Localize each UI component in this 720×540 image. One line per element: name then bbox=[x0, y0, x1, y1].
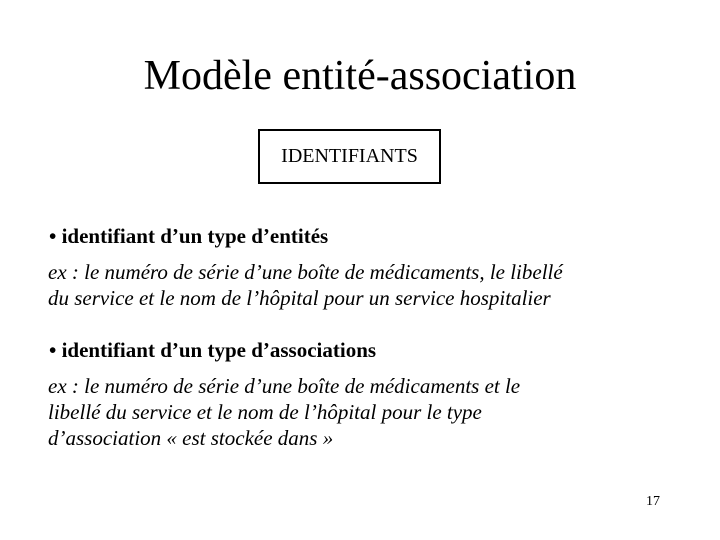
bullet-association-identifier: • identifiant d’un type d’associations bbox=[49, 338, 377, 362]
slide-title: Modèle entité-association bbox=[143, 53, 577, 99]
example-line: du service et le nom de l’hôpital pour un service hospitalier bbox=[48, 286, 551, 310]
example-association-identifier bbox=[48, 373, 668, 451]
page-number: 17 bbox=[646, 494, 660, 509]
example-line: ex : le numéro de série d’une boîte de médicaments, le libellé bbox=[48, 260, 563, 284]
bullet-entity-identifier: • identifiant d’un type d’entités bbox=[49, 224, 329, 248]
example-entity-identifier bbox=[48, 259, 668, 311]
identifiants-box bbox=[258, 129, 441, 184]
example-line: d’association « est stockée dans » bbox=[48, 426, 334, 450]
identifiants-box-label: IDENTIFIANTS bbox=[281, 145, 418, 167]
example-line: libellé du service et le nom de l’hôpital pour le type bbox=[48, 400, 482, 424]
example-line: ex : le numéro de série d’une boîte de médicaments et le bbox=[48, 374, 521, 398]
